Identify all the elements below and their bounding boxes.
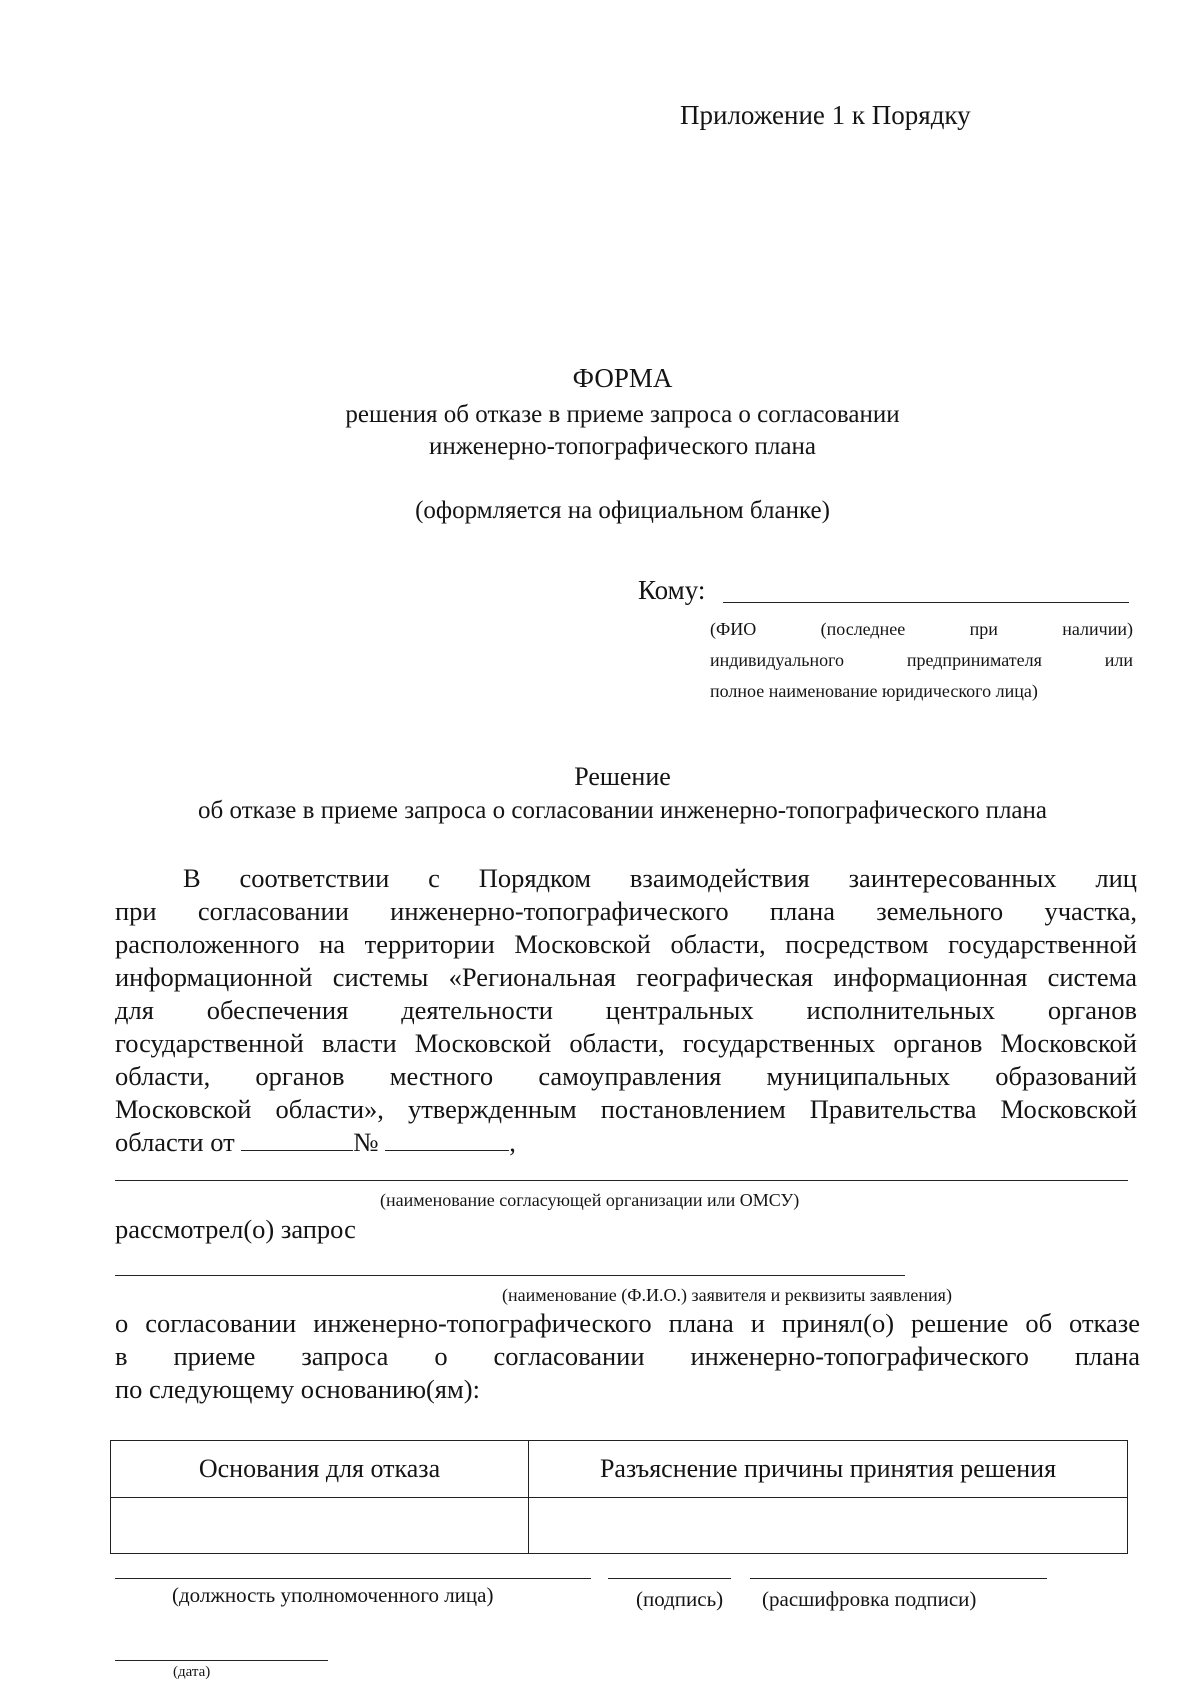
number-sign: № [353, 1127, 379, 1157]
refusal-reasons-table [110, 1440, 1128, 1554]
body-line: государственной власти Московской области, государственных органов Московской [115, 1028, 1137, 1058]
decoding-hint: (расшифровка подписи) [762, 1587, 977, 1611]
resolution-date-blank [241, 1149, 353, 1151]
form-subtitle-line1: решения об отказе в приеме запроса о согласовании [345, 401, 900, 428]
conclusion-line: в приеме запроса о согласовании инженерно-топографического плана [115, 1341, 1140, 1371]
decoding-field-line [750, 1578, 1047, 1579]
body-line: Московской области», утвержденным постановлением Правительства Московской [115, 1094, 1137, 1124]
form-title: ФОРМА [572, 363, 673, 393]
applicant-hint: (наименование (Ф.И.О.) заявителя и реквизиты заявления) [502, 1285, 952, 1305]
recipient-label: Кому: [638, 575, 706, 605]
organization-hint: (наименование согласующей организации или ОМСУ) [380, 1190, 800, 1210]
body-line: при согласовании инженерно-топографического плана земельного участка, [115, 896, 1137, 926]
header-explanation: Разъяснение причины принятия решения [529, 1441, 1128, 1498]
conclusion-line: о согласовании инженерно-топографического плана и принял(о) решение об отказе [115, 1308, 1140, 1338]
date-hint: (дата) [173, 1664, 211, 1680]
conclusion-last-line: по следующему основанию(ям): [115, 1374, 480, 1404]
table-header-row [111, 1441, 1128, 1498]
blank-note: (оформляется на официальном бланке) [415, 497, 830, 524]
body-line: расположенного на территории Московской области, посредством государственной [115, 929, 1137, 959]
signature-field-line [608, 1578, 731, 1579]
body-line: для обеспечения деятельности центральных исполнительных органов [115, 995, 1137, 1025]
signature-hint: (подпись) [636, 1587, 724, 1611]
resolution-number-blank [385, 1149, 509, 1151]
recipient-hint-line3: полное наименование юридического лица) [710, 681, 1038, 701]
conclusion-paragraph [115, 1307, 1140, 1406]
appendix-label: Приложение 1 к Порядку [680, 100, 971, 130]
decision-title: Решение [574, 762, 671, 791]
decision-subtitle: об отказе в приеме запроса о согласовании инженерно-топографического плана [197, 797, 1048, 824]
body-line: области, органов местного самоуправления муниципальных образований [115, 1061, 1137, 1091]
body-line: В соответствии с Порядком взаимодействия заинтересованных лиц [183, 863, 1137, 893]
body-paragraph [115, 862, 1137, 1159]
applicant-field-line [115, 1275, 905, 1276]
recipient-hint-line1: (ФИО (последнее при наличии) [710, 619, 1133, 639]
table-row [111, 1498, 1128, 1554]
body-last-line [115, 1126, 1137, 1159]
recipient-hint [710, 614, 1133, 707]
resolution-date-prefix: области от [115, 1127, 235, 1157]
form-subtitle-line2: инженерно-топографического плана [429, 433, 816, 460]
organization-field-line [115, 1180, 1128, 1181]
body-line: информационной системы «Региональная географическая информационная система [115, 962, 1137, 992]
last-line-comma: , [509, 1127, 516, 1157]
date-field-line [115, 1660, 328, 1661]
cell-refusal-grounds[interactable] [111, 1498, 529, 1554]
position-hint: (должность уполномоченного лица) [172, 1583, 494, 1607]
recipient-hint-line2: индивидуального предпринимателя или [710, 650, 1133, 670]
recipient-field-line [723, 602, 1129, 603]
reviewed-label: рассмотрел(о) запрос [115, 1214, 356, 1244]
header-refusal-grounds: Основания для отказа [111, 1441, 529, 1498]
cell-explanation[interactable] [529, 1498, 1128, 1554]
position-field-line [115, 1578, 591, 1579]
